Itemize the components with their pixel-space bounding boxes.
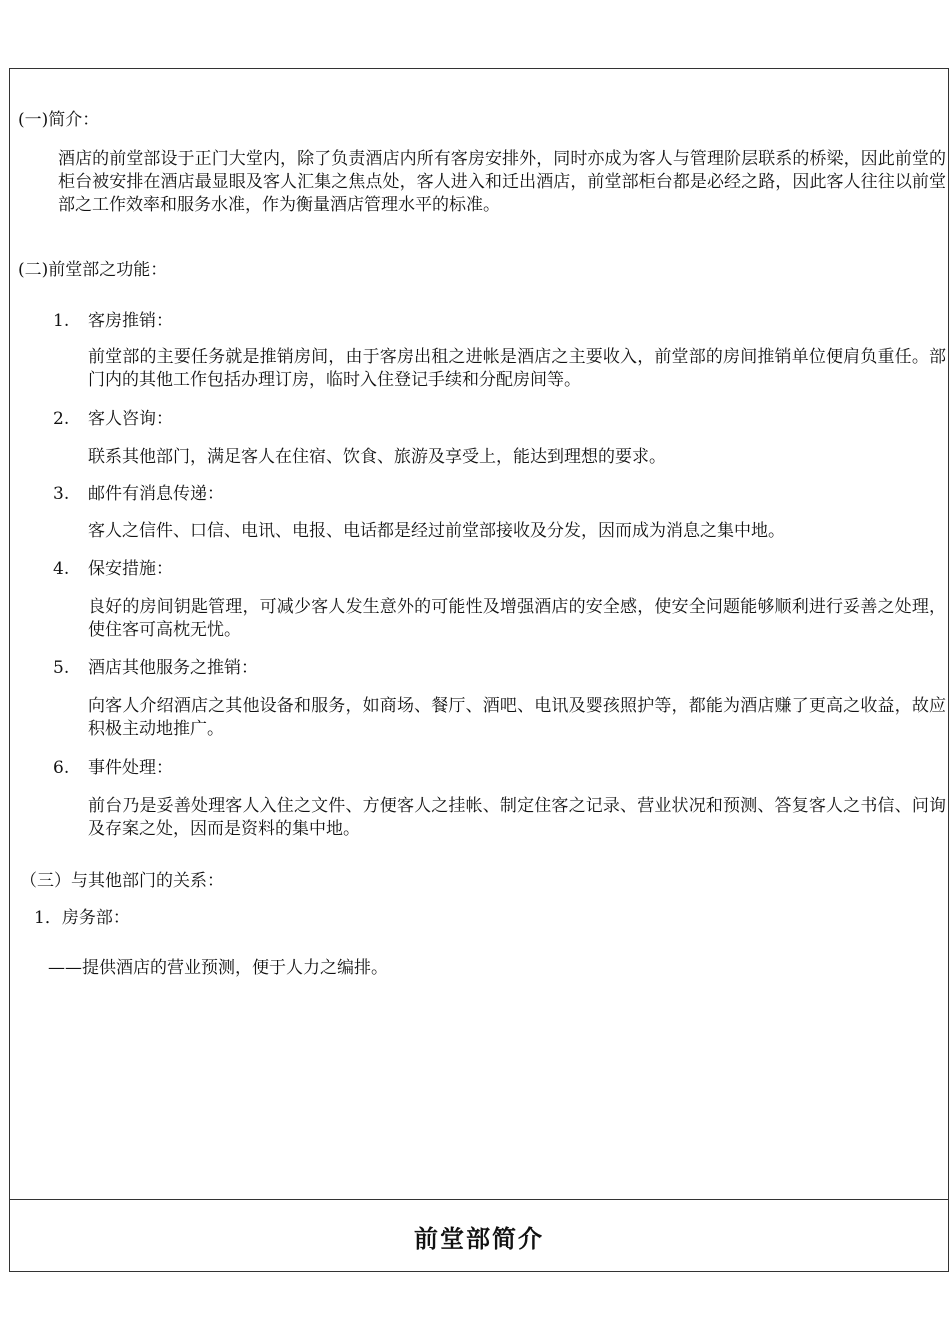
item-description: 联系其他部门，满足客人在住宿、饮食、旅游及享受上，能达到理想的要求。 [88, 447, 666, 467]
section3-line: ——提供酒店的营业预测，便于人力之编排。 [48, 958, 388, 978]
section2-heading: (二)前堂部之功能： [18, 260, 168, 280]
document-body [10, 69, 948, 1199]
item-title: 保安措施： [88, 559, 173, 579]
item-number: 5. [53, 658, 70, 678]
document-frame [9, 68, 949, 1272]
item-number: 3. [53, 484, 70, 504]
document-title: 前堂部简介 [414, 1223, 544, 1253]
item-description: 良好的房间钥匙管理，可减少客人发生意外的可能性及增强酒店的安全感，使安全问题能够顺利进行妥善之处理，使住客可高枕无忧。 [88, 597, 946, 640]
item-title: 事件处理： [88, 758, 173, 778]
item-title: 客人咨询： [88, 409, 173, 429]
section3-heading: （三）与其他部门的关系： [20, 871, 224, 891]
item-description: 前堂部的主要任务就是推销房间，由于客房出租之进帐是酒店之主要收入，前堂部的房间推销单位便肩负重任。部门内的其他工作包括办理订房，临时入住登记手续和分配房间等。 [88, 347, 946, 390]
item-number: 6. [53, 758, 70, 778]
section1-heading: (一)简介： [18, 110, 100, 130]
item-description: 向客人介绍酒店之其他设备和服务，如商场、餐厅、酒吧、电讯及婴孩照护等，都能为酒店赚了更高之收益，故应积极主动地推广。 [88, 696, 946, 739]
item-number: 4. [53, 559, 70, 579]
item-title: 酒店其他服务之推销： [88, 658, 258, 678]
item-description: 前台乃是妥善处理客人入住之文件、方便客人之挂帐、制定住客之记录、营业状况和预测、答复客人之书信、问询及存案之处，因而是资料的集中地。 [88, 796, 946, 839]
item-title: 邮件有消息传递： [88, 484, 224, 504]
item-number: 1. [53, 311, 70, 331]
item-description: 客人之信件、口信、电讯、电报、电话都是经过前堂部接收及分发，因而成为消息之集中地。 [88, 521, 785, 541]
section3-subheading: 1．房务部： [34, 908, 130, 928]
item-title: 客房推销： [88, 311, 173, 331]
section1-paragraph: 酒店的前堂部设于正门大堂内，除了负责酒店内所有客房安排外，同时亦成为客人与管理阶层联系的桥梁，因此前堂的柜台被安排在酒店最显眼及客人汇集之焦点处，客人进入和迁出酒店，前堂部柜台都是必经之路，因此客人往往以前堂部之工作效率和服务水准，作为衡量酒店管理水平的标准。 [58, 149, 946, 215]
item-number: 2. [53, 409, 70, 429]
